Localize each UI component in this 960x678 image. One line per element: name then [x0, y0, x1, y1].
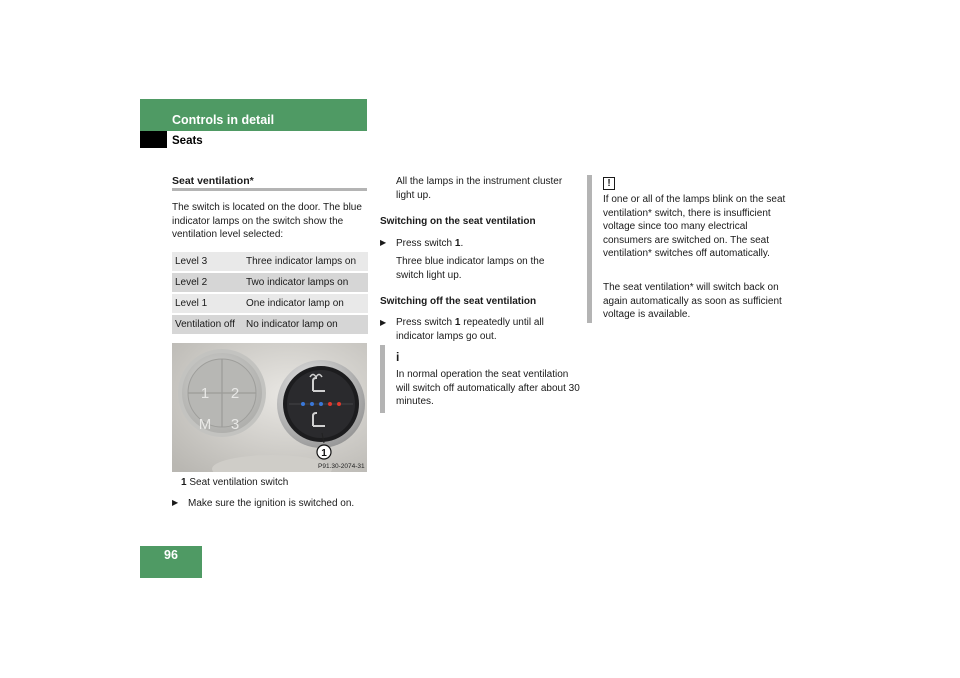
description-cell: One indicator lamp on — [243, 293, 368, 314]
ventilation-switch — [277, 360, 365, 448]
heading-rule — [172, 188, 367, 191]
memory-buttons — [178, 349, 266, 437]
level-cell: Level 3 — [172, 252, 243, 272]
memory-key-3: 3 — [230, 416, 240, 433]
bullet-arrow-icon: ▶ — [380, 238, 387, 247]
switch-on-heading: Switching on the seat ventilation — [380, 216, 536, 227]
switch-off-step: ▶ Press switch 1 repeatedly until all indicator lamps go out. — [380, 317, 544, 342]
warning-icon: ! — [603, 177, 615, 190]
intro-paragraph: The switch is located on the door. The blue indicator lamps on the switch show the ventilation level selected: — [172, 202, 362, 240]
warning-note-bar — [587, 175, 592, 323]
description-cell: Two indicator lamps on — [243, 272, 368, 293]
indicator-lamp-red — [337, 402, 341, 406]
caption-text: Seat ventilation switch — [189, 477, 289, 488]
table-row — [172, 252, 368, 272]
indicator-lamp-blue — [301, 402, 305, 406]
caption-number: 1 — [181, 477, 187, 488]
seat-ventilation-switch-photo — [172, 343, 367, 472]
chapter-title: Controls in detail — [172, 113, 275, 127]
cluster-lamps-text: All the lamps in the instrument cluster light up. — [396, 176, 563, 201]
info-note-bar — [380, 345, 385, 413]
figure-caption — [181, 477, 288, 488]
indicator-lamp-blue — [319, 402, 323, 406]
switch-on-result: Three blue indicator lamps on the switch light up. — [396, 256, 545, 281]
indicator-lamp-blue — [310, 402, 314, 406]
warning-note-text: If one or all of the lamps blink on the seat ventilation* switch, there is insufficient voltage since too many electrical consumers are switched on. The seat ventilation* switches off automatically. — [603, 194, 786, 259]
level-cell: Level 2 — [172, 272, 243, 293]
switch-illustration — [172, 343, 367, 472]
section-marker — [140, 131, 167, 148]
table-row — [172, 314, 368, 335]
ignition-step-text: Make sure the ignition is switched on. — [188, 498, 355, 509]
info-note-text: In normal operation the seat ventilation will switch off automatically after about 30 minutes. — [396, 369, 580, 407]
ignition-step — [172, 496, 354, 511]
switch-off-heading: Switching off the seat ventilation — [380, 296, 537, 307]
seat-ventilation-heading: Seat ventilation* — [172, 175, 254, 187]
page-number: 96 — [164, 548, 178, 562]
indicator-lamp-red — [328, 402, 332, 406]
table-row — [172, 293, 368, 314]
bullet-arrow-icon: ▶ — [380, 318, 387, 327]
warning-note-text-2: The seat ventilation* will switch back on again automatically as soon as sufficient voltage is available. — [603, 282, 782, 320]
callout-number: 1 — [321, 448, 327, 459]
description-cell: Three indicator lamps on — [243, 252, 368, 272]
section-title-header: Seats — [172, 135, 203, 147]
level-cell: Level 1 — [172, 293, 243, 314]
bullet-arrow-icon: ▶ — [172, 498, 179, 507]
memory-key-1: 1 — [200, 385, 210, 402]
switch-on-step: ▶ Press switch 1. — [380, 238, 464, 249]
memory-key-2: 2 — [230, 385, 240, 402]
memory-key-m: M — [198, 416, 212, 433]
info-icon: i — [396, 350, 400, 364]
figure-code: P91.30-2074-31 — [318, 463, 365, 470]
switch-ref: 1 — [454, 317, 461, 328]
description-cell: No indicator lamp on — [243, 314, 368, 335]
table-row — [172, 272, 368, 293]
switch-ref: 1 — [454, 238, 461, 249]
ventilation-level-table — [172, 252, 368, 336]
level-cell: Ventilation off — [172, 314, 243, 335]
